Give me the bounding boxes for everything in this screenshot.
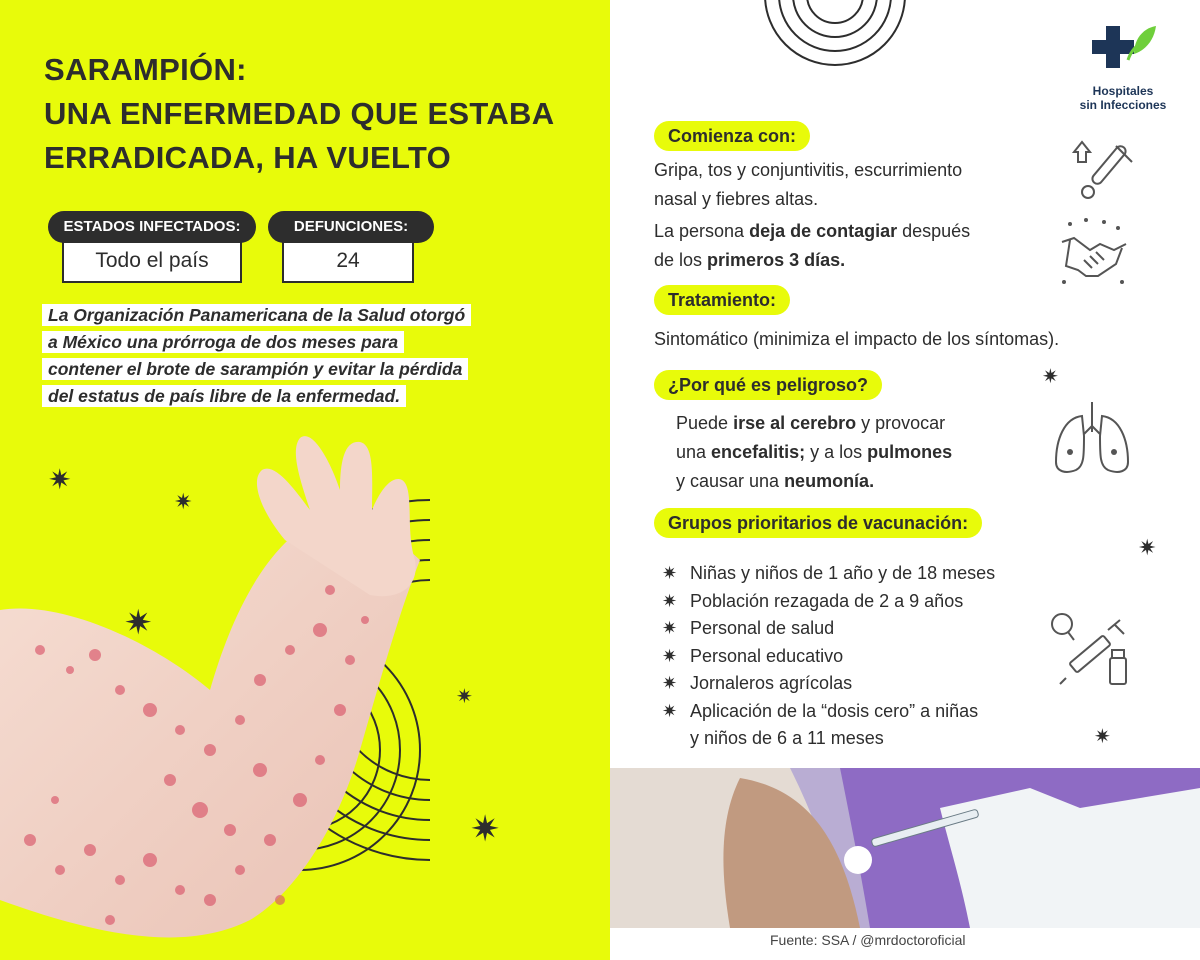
list-item-label: Niñas y niños de 1 año y de 18 meses xyxy=(690,563,996,583)
text-span: y a los xyxy=(805,442,868,462)
list-item xyxy=(662,560,1062,588)
text-bold: deja de contagiar xyxy=(749,221,898,241)
text-bold: pulmones xyxy=(867,442,953,462)
priority-groups-list xyxy=(662,560,1062,753)
sparkle-icon: ✷ xyxy=(470,809,501,850)
text-bold: neumonía. xyxy=(784,471,875,491)
text-span: Puede xyxy=(676,413,734,433)
sparkle-icon: ✷ xyxy=(662,563,678,583)
sparkle-icon: ✷ xyxy=(1138,536,1157,561)
arm-rash-illustration xyxy=(0,420,470,960)
heading-comienza: Comienza con: xyxy=(654,121,810,151)
source-credit: Fuente: SSA / @mrdoctoroficial xyxy=(770,932,966,948)
heading-peligro: ¿Por qué es peligroso? xyxy=(654,370,882,400)
text-span: y provocar xyxy=(856,413,946,433)
sparkle-icon: ✷ xyxy=(124,603,153,643)
text-span: y causar una xyxy=(676,471,785,491)
brand-logo xyxy=(1068,20,1178,112)
logo-line-2: sin Infecciones xyxy=(1079,98,1167,112)
sparkle-icon: ✷ xyxy=(456,684,473,708)
syringe-icon xyxy=(1048,610,1138,690)
title-line-3: ERRADICADA, HA VUELTO xyxy=(44,140,452,175)
heading-grupos: Grupos prioritarios de vacunación: xyxy=(654,508,982,538)
stat-deaths xyxy=(268,211,434,272)
lungs-icon xyxy=(1050,396,1134,480)
list-item xyxy=(662,670,1062,698)
text-span: La persona xyxy=(654,221,750,241)
sparkle-icon: ✷ xyxy=(1094,724,1111,748)
vaccination-photo xyxy=(610,768,1200,928)
thermometer-icon xyxy=(1066,138,1138,202)
page-title xyxy=(44,48,604,180)
list-item-continuation xyxy=(662,725,1062,753)
peligro-text xyxy=(676,409,1036,496)
stat-value: 24 xyxy=(282,241,414,283)
heading-tratamiento: Tratamiento: xyxy=(654,285,790,315)
hospital-cross-icon xyxy=(1088,20,1158,76)
comienza-text xyxy=(654,156,1044,214)
sparkle-icon: ✷ xyxy=(174,490,193,515)
lead-line-3: contener el brote de sarampión y evitar la pérdida xyxy=(42,358,468,380)
right-panel xyxy=(610,0,1200,960)
text-span: después xyxy=(897,221,971,241)
comienza-line-2: nasal y fiebres altas. xyxy=(654,189,819,209)
title-line-1: SARAMPIÓN: xyxy=(44,52,247,87)
stat-label: DEFUNCIONES: xyxy=(268,211,434,243)
sparkle-icon: ✷ xyxy=(662,590,678,611)
concentric-rings-top xyxy=(760,0,910,70)
logo-line-1: Hospitales xyxy=(1092,84,1154,98)
list-item-label: Aplicación de la “dosis cero” a niñas xyxy=(690,700,979,721)
sparkle-icon: ✷ xyxy=(662,618,678,638)
lead-paragraph xyxy=(42,302,582,410)
title-line-2: UNA ENFERMEDAD QUE ESTABA xyxy=(44,96,555,131)
sparkle-icon: ✷ xyxy=(48,463,72,496)
handshake-icon xyxy=(1056,216,1132,288)
stat-infected-states xyxy=(48,211,256,272)
list-item-label: Personal educativo xyxy=(690,645,844,666)
lead-line-4: del estatus de país libre de la enfermedad. xyxy=(42,385,406,407)
text-span: de los xyxy=(654,250,708,270)
lead-line-1: La Organización Panamericana de la Salud otorgó xyxy=(42,304,471,326)
list-item xyxy=(662,698,1062,726)
stat-label: ESTADOS INFECTADOS: xyxy=(48,211,256,243)
contagio-text xyxy=(654,217,1044,275)
comienza-line-1: Gripa, tos y conjuntivitis, escurrimiento xyxy=(654,160,963,180)
text-bold: primeros 3 días. xyxy=(707,250,846,270)
text-span: una xyxy=(676,442,712,462)
tratamiento-text: Sintomático (minimiza el impacto de los síntomas). xyxy=(654,329,1060,349)
text-bold: encefalitis; xyxy=(711,442,806,462)
sparkle-icon: ✷ xyxy=(662,673,678,693)
sparkle-icon: ✷ xyxy=(1042,364,1059,388)
list-item xyxy=(662,643,1062,671)
list-item xyxy=(662,615,1062,643)
sparkle-icon: ✷ xyxy=(662,700,678,721)
text-bold: irse al cerebro xyxy=(733,413,857,433)
lead-line-2: a México una prórroga de dos meses para xyxy=(42,331,404,353)
list-item-label: y niños de 6 a 11 meses xyxy=(690,728,884,748)
sparkle-icon: ✷ xyxy=(662,645,678,666)
stat-value: Todo el país xyxy=(62,241,242,283)
list-item-label: Población rezagada de 2 a 9 años xyxy=(690,590,964,611)
list-item xyxy=(662,588,1062,616)
list-item-label: Personal de salud xyxy=(690,618,835,638)
list-item-label: Jornaleros agrícolas xyxy=(690,673,853,693)
